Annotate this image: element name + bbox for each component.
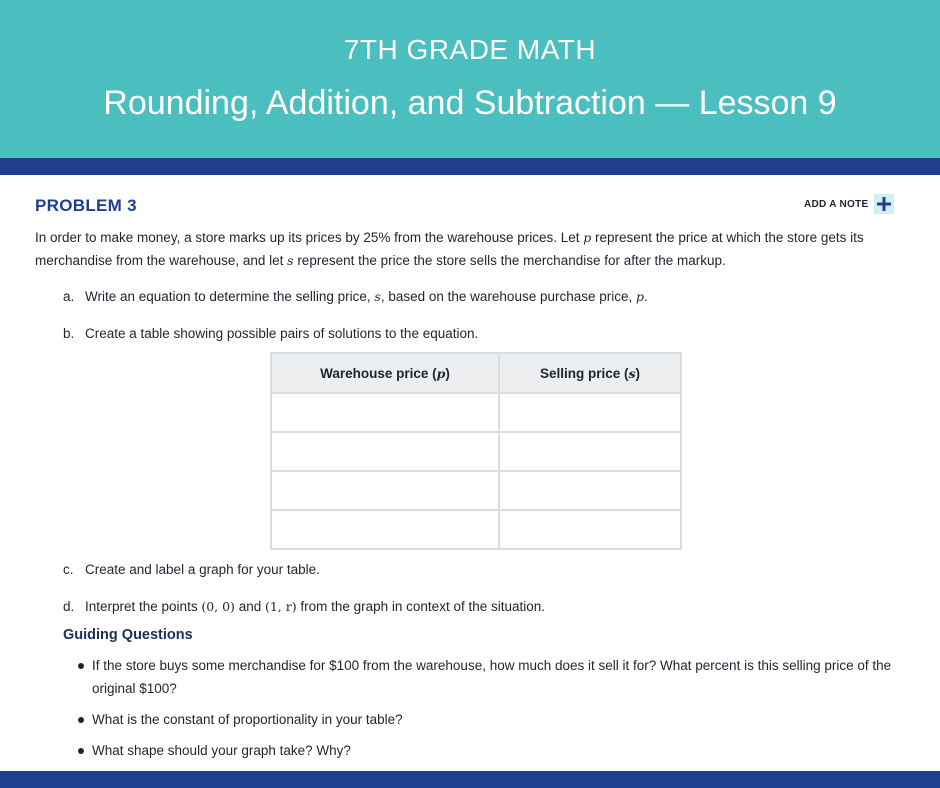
table-cell[interactable]	[500, 433, 680, 470]
list-item: What is the constant of proportionality in your table?	[78, 708, 898, 731]
table-cell[interactable]	[500, 511, 680, 548]
course-subject: 7TH GRADE MATH	[343, 34, 597, 65]
table-cell[interactable]	[500, 472, 680, 509]
table-cell[interactable]	[272, 472, 498, 509]
table-row	[272, 472, 680, 509]
table-cell[interactable]	[500, 394, 680, 431]
solutions-table	[270, 352, 682, 550]
list-item: If the store buys some merchandise for $100 from the warehouse, how much does it sell it for? What percent is this selling price of the original $100?	[78, 654, 898, 700]
add-note-button[interactable]	[804, 194, 894, 214]
column-header-selling-price: Selling price (s)	[500, 354, 680, 392]
table-row	[272, 433, 680, 470]
part-a: a. Write an equation to determine the selling price, s, based on the warehouse purchase price, p.	[63, 289, 648, 304]
problem-heading: PROBLEM 3	[35, 196, 137, 215]
plus-icon[interactable]	[874, 194, 894, 214]
column-header-warehouse-price: Warehouse price (p)	[272, 354, 498, 392]
problem-intro: In order to make money, a store marks up its prices by 25% from the warehouse prices. Let p represent the price at which the store gets its merchandise from the warehouse, and let s represent the price the store sells the merchandise for after the markup.	[35, 230, 864, 268]
part-c: c. Create and label a graph for your table.	[63, 562, 320, 577]
lesson-title: Rounding, Addition, and Subtraction — Lesson 9	[103, 84, 837, 122]
guiding-questions-heading: Guiding Questions	[63, 627, 193, 643]
table-row	[272, 511, 680, 548]
part-d: d. Interpret the points (0, 0) and (1, r) from the graph in context of the situation.	[63, 599, 546, 614]
table-cell[interactable]	[272, 511, 498, 548]
variable-s: s	[287, 253, 294, 268]
table-cell[interactable]	[272, 394, 498, 431]
guiding-questions-list	[78, 654, 898, 762]
header-band	[0, 158, 940, 175]
page-header	[0, 0, 940, 158]
variable-p: p	[583, 230, 592, 245]
add-note-label: ADD A NOTE	[804, 198, 869, 210]
footer-band	[0, 771, 940, 788]
list-item: What shape should your graph take? Why?	[78, 739, 898, 762]
part-b: b. Create a table showing possible pairs of solutions to the equation.	[63, 326, 479, 341]
table-row	[272, 394, 680, 431]
table-cell[interactable]	[272, 433, 498, 470]
